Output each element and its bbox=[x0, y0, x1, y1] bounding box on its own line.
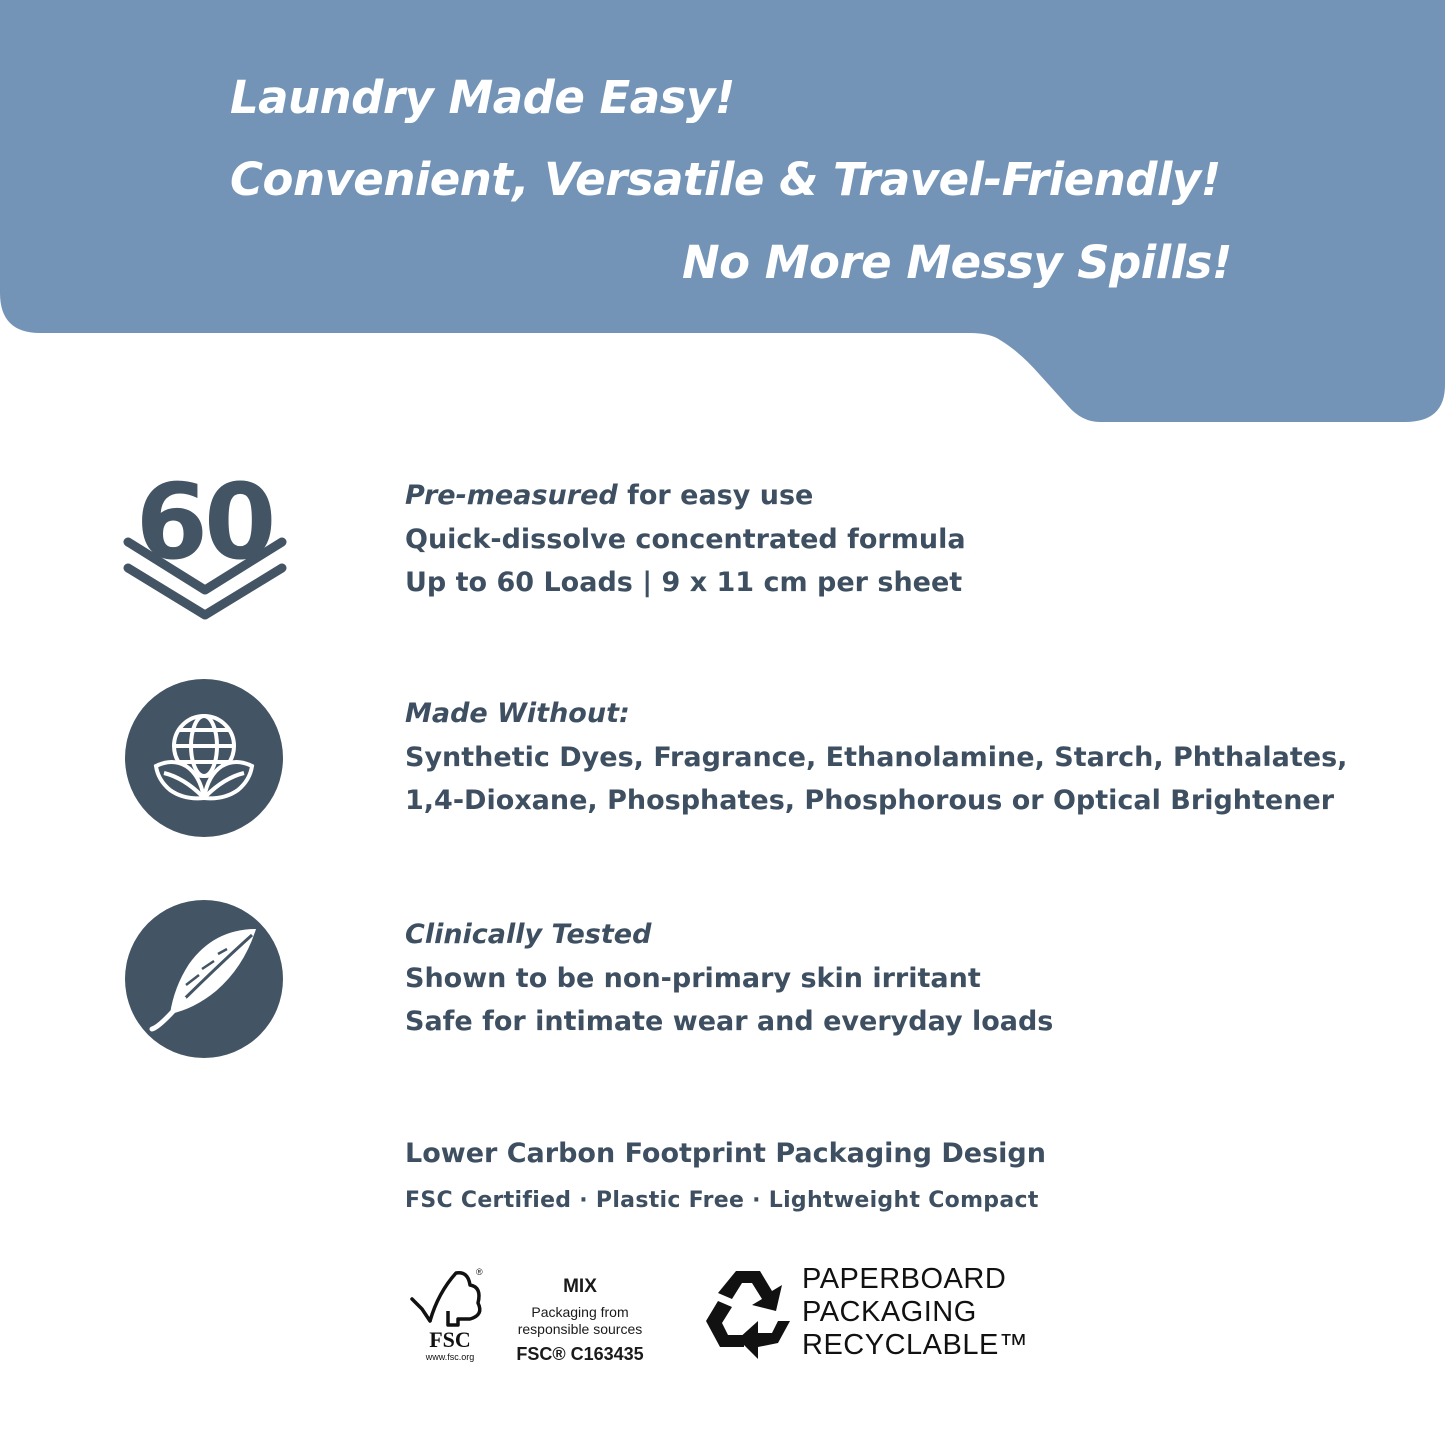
feature-made-without bbox=[405, 692, 1347, 823]
feature-title-suffix: for easy use bbox=[617, 480, 814, 511]
fsc-line1: Packaging from bbox=[531, 1304, 629, 1320]
banner-shape bbox=[0, 0, 1445, 422]
feature-line: Up to 60 Loads | 9 x 11 cm per sheet bbox=[405, 567, 963, 598]
fsc-registered: ® bbox=[476, 1267, 483, 1277]
feature-title: Pre-measured bbox=[405, 480, 618, 511]
feature-title-line bbox=[405, 474, 966, 518]
recycle-icon bbox=[698, 1265, 798, 1361]
headline-laundry: Laundry Made Easy! bbox=[230, 71, 735, 124]
feature-title: Made Without: bbox=[405, 698, 630, 729]
fsc-tree-logo bbox=[408, 1263, 493, 1363]
feature-line: Quick-dissolve concentrated formula bbox=[405, 523, 966, 555]
header-banner bbox=[0, 0, 1445, 430]
packaging-title: Lower Carbon Footprint Packaging Design bbox=[405, 1138, 1046, 1169]
recycle-label bbox=[802, 1263, 1028, 1362]
feature-title: Clinically Tested bbox=[405, 919, 652, 950]
feature-clinically-tested bbox=[405, 913, 1053, 1044]
feather-icon bbox=[124, 899, 284, 1059]
feature-line: Shown to be non-primary skin irritant bbox=[405, 962, 981, 994]
headline-convenient: Convenient, Versatile & Travel-Friendly! bbox=[230, 153, 1221, 206]
sixty-number: 60 bbox=[135, 461, 273, 583]
feature-line: Safe for intimate wear and everyday loads bbox=[405, 1006, 1054, 1037]
fsc-line2: responsible sources bbox=[517, 1321, 643, 1337]
headline-no-spills: No More Messy Spills! bbox=[682, 236, 1232, 289]
recycle-line2: PACKAGING bbox=[802, 1296, 977, 1328]
recycle-line1: PAPERBOARD bbox=[802, 1263, 1007, 1295]
fsc-label bbox=[505, 1276, 655, 1365]
fsc-mix: MIX bbox=[563, 1276, 597, 1297]
globe-leaf-icon bbox=[124, 678, 284, 838]
packaging-subtitle: FSC Certified · Plastic Free · Lightweight Compact bbox=[405, 1188, 1039, 1213]
fsc-code: FSC® C163435 bbox=[516, 1344, 644, 1364]
feature-premeasured bbox=[405, 474, 966, 605]
recycle-line3: RECYCLABLE™ bbox=[802, 1329, 1029, 1361]
fsc-logo-text: FSC bbox=[429, 1327, 471, 1352]
feature-line: Synthetic Dyes, Fragrance, Ethanolamine, Starch, Phthalates, bbox=[405, 741, 1348, 773]
sixty-sheets-icon bbox=[120, 460, 290, 625]
feature-line: 1,4-Dioxane, Phosphates, Phosphorous or Optical Brightener bbox=[405, 785, 1335, 816]
fsc-url: www.fsc.org bbox=[425, 1352, 475, 1362]
